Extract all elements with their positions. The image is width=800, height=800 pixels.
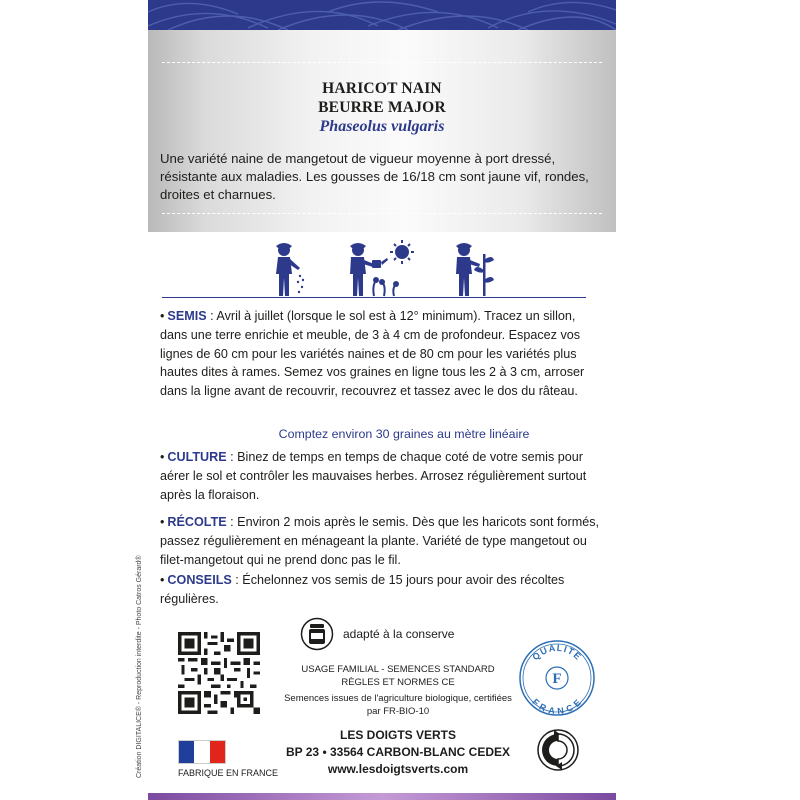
preserve-jar-icon (300, 617, 334, 651)
product-name-line2: BEURRE MAJOR (318, 99, 446, 116)
preserve-label: adapté à la conserve (343, 627, 455, 641)
culture-text: : Binez de temps en temps de chaque coté de votre semis pour aérer le sol et contrôler les mauvaises herbes. Arrosez régulièrement surtout après la floraison. (160, 450, 587, 502)
culture-section: • CULTURE : Binez de temps en temps de chaque coté de votre semis pour aérer le sol et contrôler les mauvaises herbes. Arrosez régulièrement surtout après la floraison. (160, 450, 587, 502)
qualite-france-seal-icon (518, 639, 596, 717)
seal-bottom-text: FRANCE (530, 696, 584, 717)
recolte-label: RÉCOLTE (167, 515, 227, 529)
seal-letter: F (552, 671, 562, 687)
flag-white-stripe (194, 741, 209, 763)
conseils-section: • CONSEILS : Échelonnez vos semis de 15 jours pour avoir des récoltes régulières. (160, 573, 565, 606)
product-description: Une variété naine de mangetout de vigueur moyenne à port dressé, résistante aux maladies. Les gousses de 16/18 cm sont jaune vif, rondes, droites et charnues. (160, 151, 589, 202)
latin-name: Phaseolus vulgaris (319, 118, 445, 135)
organic-certification: Semences issues de l'agriculture biologique, certifiées par FR-BIO-10 (284, 693, 512, 717)
culture-label: CULTURE (167, 450, 227, 464)
company-website[interactable]: www.lesdoigtsverts.com (327, 762, 469, 776)
semis-text: : Avril à juillet (lorsque le sol est à 12° minimum). Tracez un sillon, dans une terre enrichie et meuble, de 3 à 4 cm de profondeur. Espacez vos lignes de 60 cm pour les variétés naines et de 80 cm pour les variétés plus hautes dites à rames. Semez vos graines en ligne tous les 2 à 3 cm, arroser dans la ligne avant de recouvrir, recouvrez et tassez avec le dos du râteau. (160, 309, 585, 399)
section-divider (162, 297, 586, 298)
flag-blue-stripe (179, 741, 194, 763)
conseils-label: CONSEILS (167, 573, 232, 587)
harvesting-gardener-icon (456, 243, 494, 296)
watering-gardener-sun-icon (350, 240, 414, 296)
product-name-line1: HARICOT NAIN (322, 80, 442, 97)
company-name: LES DOIGTS VERTS (339, 728, 456, 742)
bottom-strip (148, 793, 616, 800)
seal-top-text: QUALITE (530, 642, 584, 663)
recolte-text: : Environ 2 mois après le semis. Dès que les haricots sont formés, passez régulièrement en ménageant la plante. Variété de type mangetout ou filet-mangetout qui ne prend donc pas le fil. (160, 515, 600, 567)
photo-credit: Création DIGITALICE® - Reproduction interdite - Photo Catros Gérard® (136, 555, 143, 778)
flag-red-stripe (210, 741, 225, 763)
sowing-gardener-icon (276, 243, 304, 296)
company-address: BP 23 • 33564 CARBON-BLANC CEDEX (285, 745, 511, 759)
semis-label: SEMIS (167, 309, 207, 323)
dashed-divider (162, 213, 602, 214)
decorative-banner (148, 0, 616, 30)
recolte-section: • RÉCOLTE : Environ 2 mois après le semis. Dès que les haricots sont formés, passez régulièrement en ménageant la plante. Variété de type mangetout ou filet-mangetout qui ne prend donc pas le fil. (160, 515, 600, 567)
dashed-divider (162, 62, 602, 63)
norms-line: RÈGLES ET NORMES CE (341, 677, 455, 688)
green-dot-recycle-icon (537, 729, 579, 771)
usage-line: USAGE FAMILIAL - SEMENCES STANDARD (301, 664, 495, 675)
conseils-text: : Échelonnez vos semis de 15 jours pour avoir des récoltes régulières. (160, 573, 565, 606)
qr-code[interactable] (178, 632, 260, 714)
origin-label: FABRIQUE EN FRANCE (178, 768, 279, 778)
french-flag (178, 740, 226, 764)
semis-section: • SEMIS : Avril à juillet (lorsque le sol est à 12° minimum). Tracez un sillon, dans une terre enrichie et meuble, de 3 à 4 cm de profondeur. Espacez vos lignes de 60 cm pour les variétés naines et de 80 cm pour les variétés plus hautes dites à rames. Semez vos graines en ligne tous les 2 à 3 cm, arroser dans la ligne avant de recouvrir, recouvrez et tassez avec le dos du râteau. (160, 309, 585, 399)
gardening-icons (262, 240, 512, 300)
seed-count-line: Comptez environ 30 graines au mètre linéaire (278, 427, 530, 441)
